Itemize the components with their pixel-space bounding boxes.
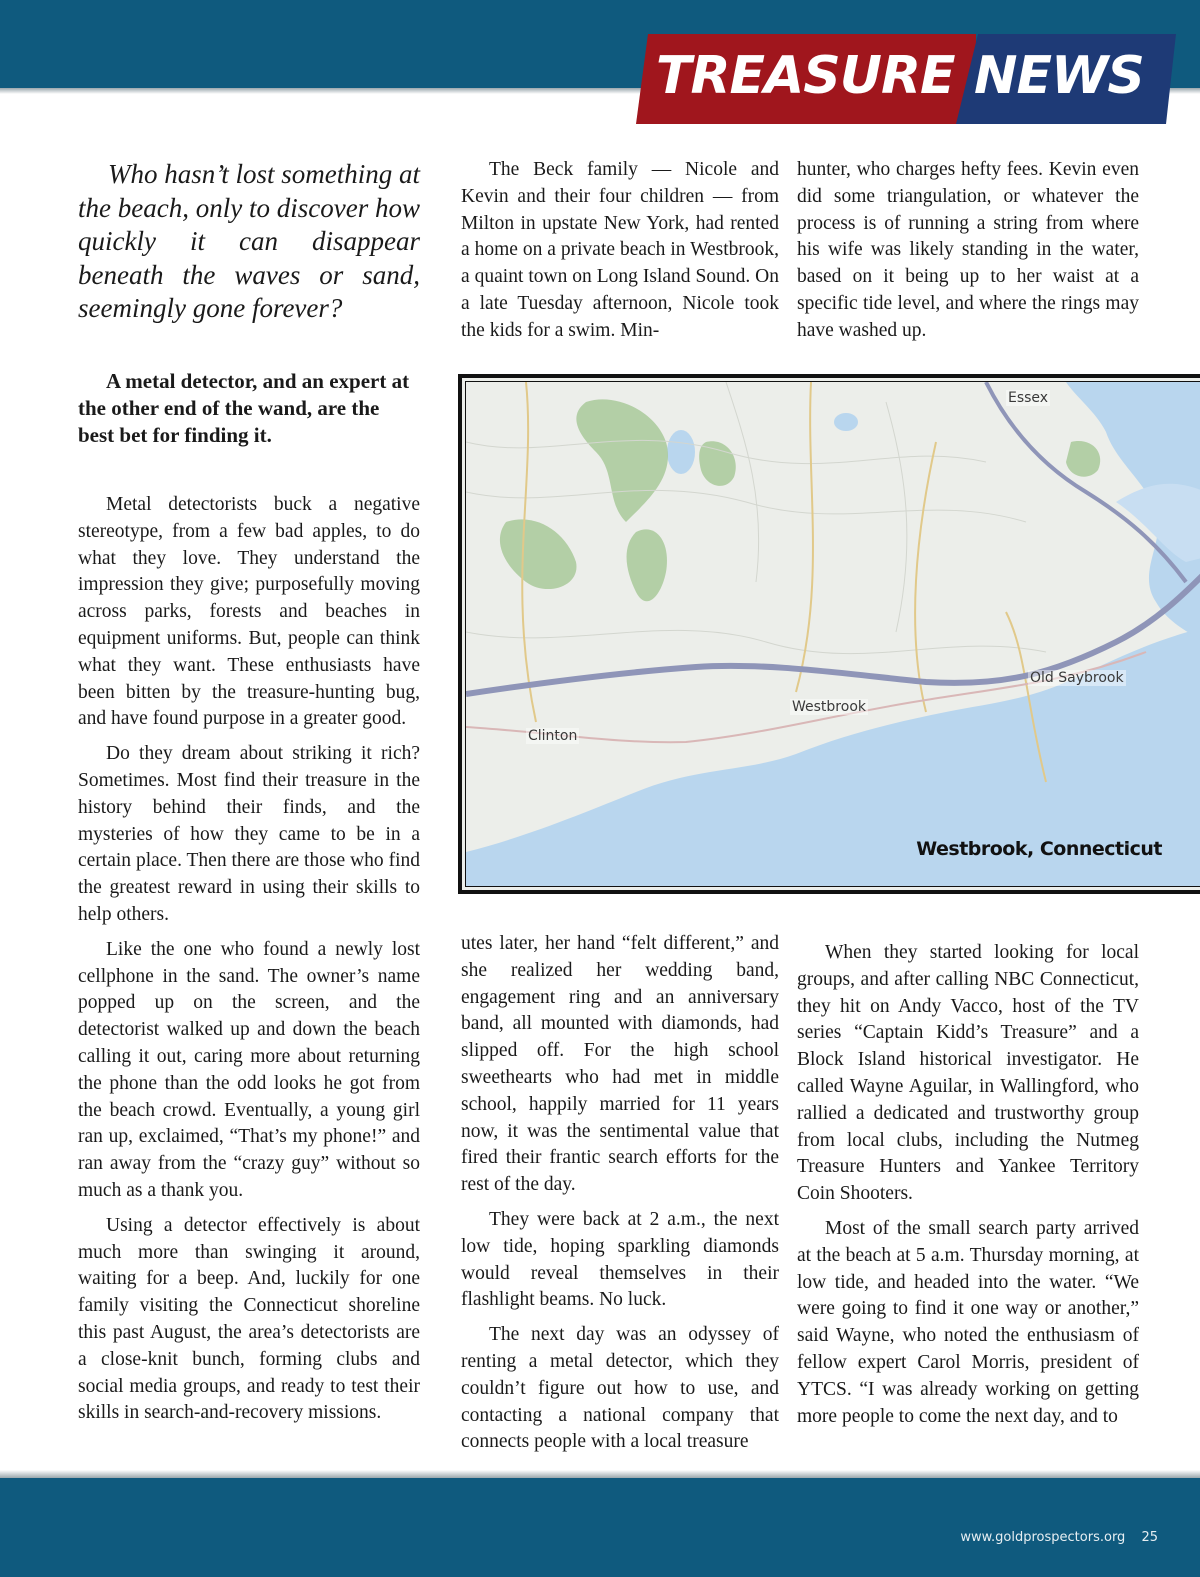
paragraph: Most of the small search party arrived at the beach at 5 a.m. Thursday morning, at low tide, and headed into the water. “We were going to find it one way or another,” said Wayne, who noted the enthusiasm of fellow expert Carol Morris, president of YTCS. “I was already working on getting more people to come the next day, and to (797, 1217, 1139, 1427)
column-2-bottom (461, 931, 779, 1464)
paragraph: They were back at 2 a.m., the next low tide, hoping sparkling diamonds would reveal themselves in their flashlight beams. No luck. (461, 1208, 779, 1311)
footer-shadow (0, 1470, 1200, 1478)
map-frame (465, 381, 1200, 887)
treasure-news-banner (636, 34, 1176, 124)
paragraph: The Beck family — Nicole and Kevin and their four children — from Milton in upstate New York, had rented a home on a private beach in Westbrook, a quaint town on Long Island Sound. On a late Tuesday afternoon, Nicole took the kids for a swim. Min- (461, 159, 779, 341)
map-pond (834, 413, 858, 431)
column-3-bottom (797, 940, 1139, 1438)
map-caption: Westbrook, Connecticut (916, 838, 1162, 860)
paragraph: hunter, who charges hefty fees. Kevin even did some triangulation, or whatever the process is of running a string from where his wife was likely standing in the water, based on it being up to her waist at a specific tide level, and where the rings may have washed up. (797, 159, 1139, 341)
map-graphic (466, 382, 1200, 887)
paragraph: When they started looking for local groups, and after calling NBC Connecticut, they hit on Andy Vacco, host of the TV series “Captain Kidd’s Treasure” and a Block Island historical investigator. He called Wayne Aguilar, in Wallingford, who rallied a dedicated and trustworthy group from local clubs, including the Nutmeg Treasure Hunters and Yankee Territory Coin Shooters. (797, 942, 1139, 1205)
banner-word-news: NEWS (974, 46, 1144, 106)
page-number: 25 (1141, 1530, 1158, 1545)
column-3-top (797, 157, 1139, 353)
map-westbrook (458, 374, 1200, 894)
map-label-westbrook: Westbrook (792, 699, 866, 715)
paragraph: Metal detectorists buck a negative stereotype, from a few bad apples, to do what they love. They understand the impression they give; purposefully moving across parks, forests and beaches in equipment uniforms. But, people can think what they want. These enthusiasts have been bitten by the treasure-hunting bug, and have found purpose in a greater good. (78, 494, 420, 730)
footer-bar (0, 1478, 1200, 1577)
footer-info (948, 1530, 1158, 1545)
subhead: A metal detector, and an expert at the other end of the wand, are the best bet for finding it. (78, 369, 410, 447)
paragraph: Using a detector effectively is about much more than swinging it around, waiting for a beep. And, luckily for one family visiting the Connecticut shoreline this past August, the area’s detectorists are a close-knit bunch, forming clubs and social media groups, and ready to test their skills in search-and-recovery missions. (78, 1214, 420, 1424)
paragraph: utes later, her hand “felt different,” and she realized her wedding band, engagement ring and an anniversary band, all mounted with diamonds, had slipped off. For the high school sweethearts who had met in middle school, happily married for 11 years now, it was the sentimental value that fired their frantic search efforts for the rest of the day. (461, 933, 779, 1196)
banner-word-treasure: TREASURE (656, 46, 955, 106)
paragraph: Like the one who found a newly lost cellphone in the sand. The owner’s name popped up on the screen, and the detectorist walked up and down the beach calling it out, caring more about returning the phone than the odd looks he got from the beach crowd. Eventually, a young girl ran up, exclaimed, “That’s my phone!” and ran away from the “crazy guy” without so much as a thank you. (78, 938, 420, 1201)
paragraph: Do they dream about striking it rich? Sometimes. Most find their treasure in the history behind their finds, and the mysteries of how they came to be in a certain place. Then there are those who find the greatest reward in using their skills to help others. (78, 743, 420, 925)
footer-url: www.goldprospectors.org (960, 1530, 1126, 1545)
map-label-clinton: Clinton (528, 728, 578, 744)
paragraph: The next day was an odyssey of renting a metal detector, which they couldn’t figure out how to use, and contacting a national company that connects people with a local treasure (461, 1324, 779, 1453)
map-label-old-saybrook: Old Saybrook (1030, 670, 1124, 686)
map-pond (667, 430, 695, 474)
column-1 (78, 492, 420, 1435)
column-2-top (461, 157, 779, 353)
intro-deck: Who hasn’t lost something at the beach, only to discover how quickly it can disappear beneath the waves or sand, seemingly gone forever? (78, 159, 421, 323)
map-label-essex: Essex (1008, 390, 1049, 406)
